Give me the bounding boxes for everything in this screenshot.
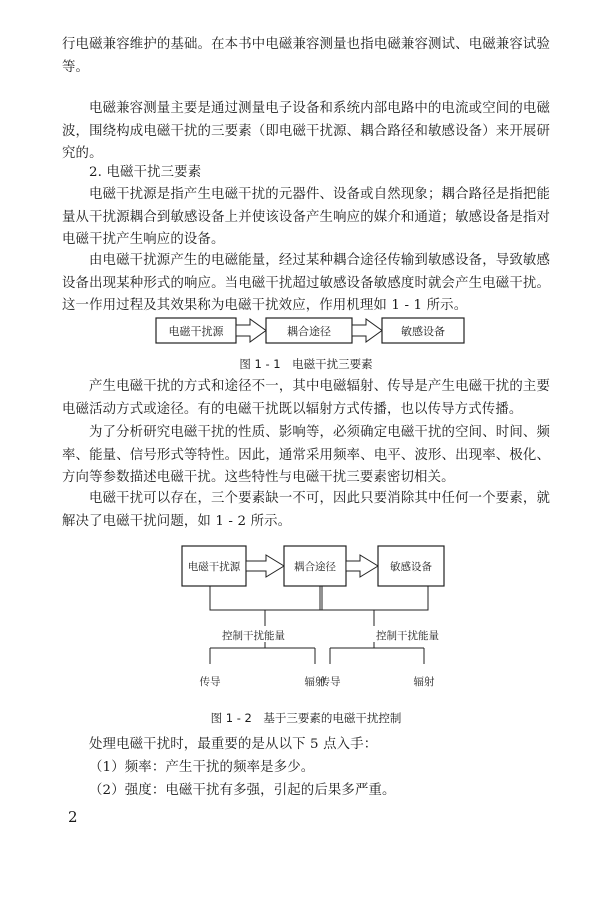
paragraph-propagation: 产生电磁干扰的方式和途径不一，其中电磁辐射、传导是产生电磁干扰的主要电磁活动方式或途径。有的电磁干扰既以辐射方式传播，也以传导方式传播。 [62, 379, 550, 417]
fig2-branch-conduction-right: 传导 [319, 676, 341, 688]
fig1-box-source-label: 电磁干扰源 [168, 325, 224, 338]
fig2-control-label-left: 控制干扰能量 [222, 630, 285, 642]
paragraph-definitions: 电磁干扰源是指产生电磁干扰的元器件、设备或自然现象；耦合路径是指把能量从干扰源耦合到敏感设备上并使该设备产生响应的媒介和通道；敏感设备是指对电磁干扰产生响应的设备。 [62, 187, 550, 247]
fig1-arrow-2 [352, 319, 382, 342]
fig2-right-tree [320, 586, 428, 664]
section-heading-three-elements: 2. 电磁干扰三要素 [89, 165, 202, 180]
fig2-box-path-label: 耦合途径 [294, 561, 336, 573]
fig2-left-tree [210, 586, 322, 664]
paragraph-emc-measurement: 电磁兼容测量主要是通过测量电子设备和系统内部电路中的电流或空间的电磁波，围绕构成电磁干扰的三要素（即电磁干扰源、耦合路径和敏感设备）来开展研究的。 [62, 101, 550, 161]
fig2-branch-radiation-left: 辐射 [304, 676, 326, 688]
page-number: 2 [68, 808, 78, 826]
fig2-box-victim-label: 敏感设备 [390, 561, 432, 573]
fig2-arrow-2 [346, 555, 378, 577]
figure-1-2 [170, 540, 460, 700]
list-item-frequency: （1）频率：产生干扰的频率是多少。 [89, 760, 315, 775]
fig1-arrow-1 [236, 319, 266, 342]
paragraph-characteristics: 为了分析研究电磁干扰的性质、影响等，必须确定电磁干扰的空间、时间、频率、能量、信号形式等特性。因此，通常采用频率、电平、波形、出现率、极化、方向等参数描述电磁干扰。这些特性与电磁干扰三要素密切相关。 [62, 425, 550, 485]
fig2-arrow-1 [246, 555, 284, 577]
figure-1-1-caption: 图 1 - 1 电磁干扰三要素 [239, 357, 373, 371]
figure-1-1 [150, 312, 470, 348]
fig2-branch-conduction-left: 传导 [199, 676, 221, 688]
fig2-branch-radiation-right: 辐射 [413, 676, 435, 688]
fig2-control-label-right: 控制干扰能量 [376, 630, 439, 642]
fig2-box-source-label: 电磁干扰源 [187, 561, 241, 573]
paragraph-elimination: 电磁干扰可以存在，三个要素缺一不可，因此只要消除其中任何一个要素，就解决了电磁干扰问题，如 1 - 2 所示。 [62, 491, 550, 529]
paragraph-intro-continued: 行电磁兼容维护的基础。在本书中电磁兼容测量也指电磁兼容测试、电磁兼容试验等。 [62, 37, 550, 75]
paragraph-mechanism: 由电磁干扰源产生的电磁能量，经过某种耦合途径传输到敏感设备，导致敏感设备出现某种形式的响应。当电磁干扰超过敏感设备敏感度时就会产生电磁干扰。这一作用过程及其效果称为电磁干扰效应，作用机理如 1 - 1 所示。 [62, 253, 550, 313]
fig1-box-victim-label: 敏感设备 [401, 325, 445, 338]
figure-1-2-caption: 图 1 - 2 基于三要素的电磁干扰控制 [210, 711, 402, 725]
paragraph-five-points-intro: 处理电磁干扰时，最重要的是从以下 5 点入手： [89, 737, 378, 752]
fig1-box-path-label: 耦合途径 [287, 325, 331, 338]
list-item-intensity: （2）强度：电磁干扰有多强，引起的后果多严重。 [89, 783, 396, 798]
